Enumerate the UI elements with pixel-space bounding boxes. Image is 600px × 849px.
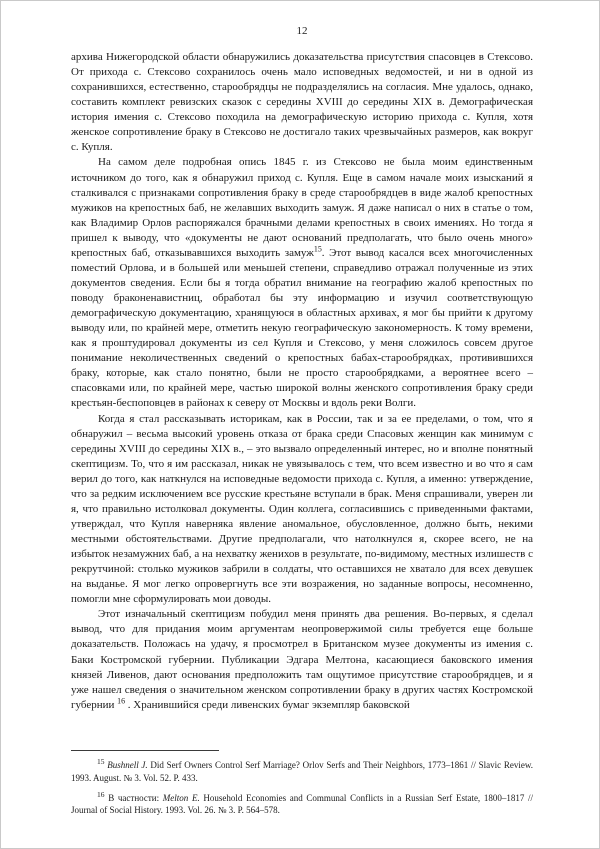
footnote-author: Melton E. bbox=[162, 792, 200, 803]
paragraph bbox=[71, 607, 533, 712]
footnote-author: Bushnell J. bbox=[107, 760, 148, 771]
paragraph-text: Когда я стал рассказывать историкам, как в России, так и за ее пределами, о том, что я обнаружил – весьма высокий уровень отказа от брака среди Спасовых женщин как минимум с середины XVIII до середины XIX в., – это вызвало определенный интерес, но и вполне понятный скептицизм. То, что я им рассказал, никак не увязывалось с тем, что всем известно и во что я сам верил до того, как наткнулся на исповедные ведомости прихода с. Купля, а именно: утверждение, что за редким исключением все русские крестьяне вступали в брак. Меня спрашивали, уверен ли я, что правильно истолковал документы. Один коллега, согласившись с приведенными фактами, утверждал, что Купля наверняка явление аномальное, обусловленное, должно быть, некими местными обстоятельствами. Другие предполагали, что натолкнулся я, скорее всего, не на избыток незамужних баб, а на нехватку женихов в результате, по-видимому, местных излишеств с рекрутчиной: столько мужиков забрили в солдаты, что оставшихся не хватало для всех девушек на выданье. Я мог легко опровергнуть все эти возражения, но заданные вопросы, несомненно, помогли мне сформулировать мои доводы. bbox=[71, 412, 533, 606]
footnote-number: 16 bbox=[97, 789, 105, 799]
footnote-ref-15: 15 bbox=[313, 244, 322, 254]
footnote-15 bbox=[71, 759, 533, 783]
body-text bbox=[71, 50, 533, 713]
page-number: 12 bbox=[296, 25, 308, 37]
paragraph-text: архива Нижегородской области обнаружились доказательства присутствия спасовцев в Стексово. От прихода с. Стексово сохранилось очень мало исповедных ведомостей, и ни в одной из сохранившихся, естественно, старообрядцы не подразделялись на согласия. Мне удалось, однако, составить комплект ревизских сказок с середины XVIII до середины XIX в. Демографическая история имения с. Стексово походила на демографическую историю прихода с. Купля, хотя женское сопротивление браку в Стексово не достигало таких чрезвычайных размеров, как вокруг с. Купля. bbox=[71, 51, 533, 154]
paragraph-text: Этот изначальный скептицизм побудил меня принять два решения. Во-первых, я сделал вывод, что для придания моим аргументам неопровержимой силы требуется еще больше доказательств. Положась на удачу, я просмотрел в Британском музее документы из имения с. Баки Костромской губернии. Публикации Эдгара Мелтона, касающиеся баковского имения князей Ливенов, дают основания предположить там ощутимое присутствие старообрядцев, и я уже нашел сведения о значительном женском сопротивлении браку в других частях Костромской губернии bbox=[71, 608, 533, 711]
footnote-number: 15 bbox=[97, 757, 105, 767]
paragraph bbox=[71, 412, 533, 608]
footnote-16 bbox=[71, 789, 534, 816]
footnote-separator bbox=[71, 750, 219, 751]
footnote-ref-16: 16 bbox=[117, 696, 126, 706]
paragraph bbox=[71, 155, 533, 411]
paragraph-text: На самом деле подробная опись 1845 г. из Стексово не была моим единственным источником до того, как я обнаружил приход с. Купля. Еще в самом начале моих изысканий я сталкивался с признаками сопротивления браку в среде старообрядцев в виде жалоб крепостных мужиков на крепостных баб, не желавших выходить замуж. Я даже написал о них в статье о том, как Владимир Орлов распоряжался брачными делами крепостных в своих имениях. Но тогда я пришел к выводу, что «документы не дают оснований предполагать, что было очень много» крепостных баб, отказывавшихся выходить замуж bbox=[71, 156, 533, 259]
footnote-prefix: В частности: bbox=[108, 792, 160, 803]
footnote-text: Did Serf Owners Control Serf Marriage? Orlov Serfs and Their Neighbors, 1773–1861 // Slavic Review. 1993. August. № 3. Vol. 52. P. 433. bbox=[71, 760, 534, 783]
paragraph bbox=[71, 50, 533, 155]
footnotes-section bbox=[71, 750, 533, 816]
paragraph-text: . Хранившийся среди ливенских бумаг экземпляр баковской bbox=[125, 698, 410, 711]
footnote-text: Household Economies and Communal Conflicts in a Russian Serf Estate, 1800–1817 // Journal of Social History. 1993. Vol. 26. № 3. P. 564–578. bbox=[71, 792, 534, 815]
paragraph-text: . Этот вывод касался всех многочисленных поместий Орлова, и в большей или меньшей степени, справедливо отражал полученные из этих документов сведения. Если бы я тогда обратил внимание на географию жалоб крепостных по поводу браконенавистниц, обработал бы эту информацию и изучил соответствующую демографическую документацию, хранящуюся в областных архивах, я мог бы прийти к другому выводу или, по крайней мере, отметить некую географическую закономерность. К тому времени, как я проштудировал документы из сел Купля и Стексово, у меня сложилось совсем другое понимание неколичественных сведений о крепостных бабах-старообрядках, противившихся браку, которые, как стало понятно, были не просто старообрядками, а вероятнее всего – спасовками или, по крайней мере, частью широкой волны женского сопротивления браку среди крестьян-беспоповцев в районах к северу от Москвы и вдоль реки Волги. bbox=[71, 246, 534, 410]
